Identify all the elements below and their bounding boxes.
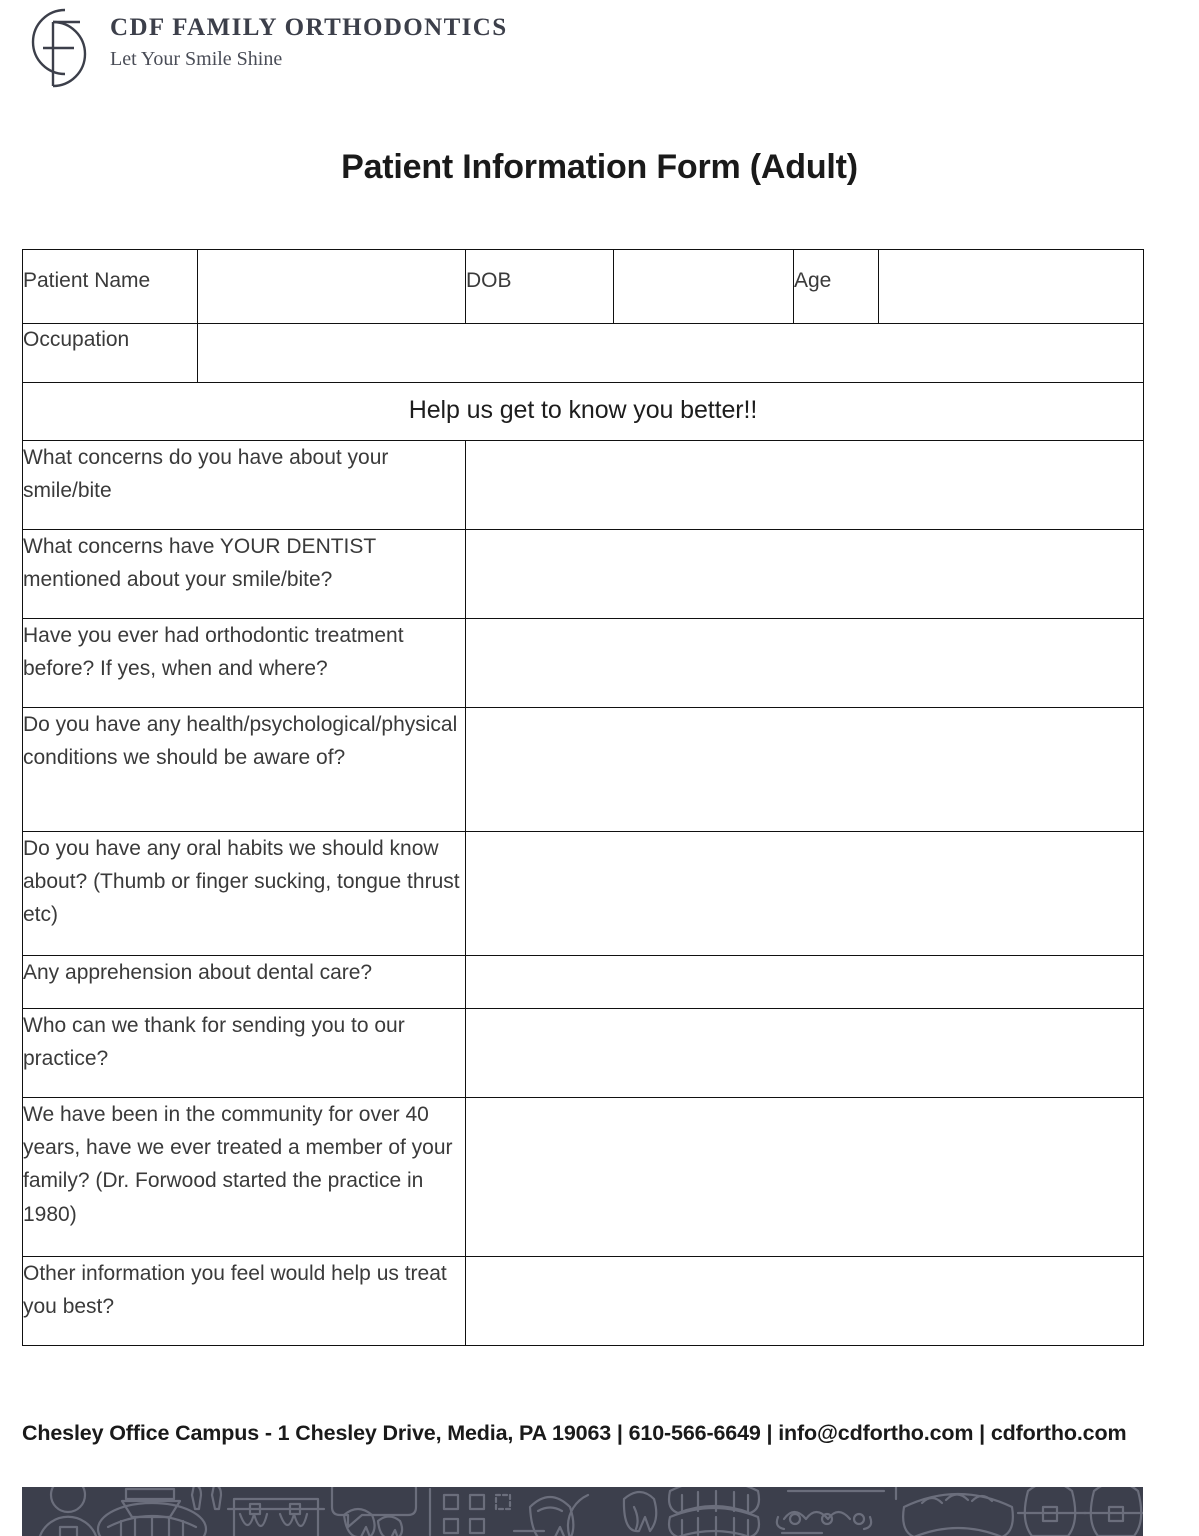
table-row [23,1098,1144,1257]
question-label-8: We have been in the community for over 40 years, have we ever treated a member of your family? (Dr. Forwood started the practice in 1980) [23,1098,466,1257]
table-row [23,832,1144,956]
age-field[interactable] [879,250,1144,324]
question-answer-9[interactable] [466,1257,1144,1346]
table-row-identity [23,250,1144,324]
patient-name-field[interactable] [198,250,466,324]
question-label-5: Do you have any oral habits we should know about? (Thumb or finger sucking, tongue thrust etc) [23,832,466,956]
question-label-3: Have you ever had orthodontic treatment before? If yes, when and where? [23,619,466,708]
patient-information-table [22,249,1144,1346]
page-title: Patient Information Form (Adult) [341,148,858,186]
dob-label: DOB [466,250,614,324]
occupation-field[interactable] [198,324,1144,383]
question-label-4: Do you have any health/psychological/physical conditions we should be aware of? [23,708,466,832]
question-answer-7[interactable] [466,1009,1144,1098]
question-label-6: Any apprehension about dental care? [23,956,466,1009]
question-label-2: What concerns have YOUR DENTIST mentioned about your smile/bite? [23,530,466,619]
patient-name-label: Patient Name [23,250,198,324]
table-row [23,1009,1144,1098]
question-label-1: What concerns do you have about your smile/bite [23,441,466,530]
table-row [23,708,1144,832]
section-banner-text: Help us get to know you better!! [23,383,1144,441]
brand-tagline: Let Your Smile Shine [110,47,283,70]
question-answer-4[interactable] [466,708,1144,832]
age-label: Age [794,250,879,324]
dental-icon-pattern-banner-icon [22,1487,1143,1536]
table-row [23,619,1144,708]
table-row-section-banner [23,383,1144,441]
brand-header [22,6,508,90]
question-answer-6[interactable] [466,956,1144,1009]
brand-name: CDF FAMILY ORTHODONTICS [110,14,508,41]
cdf-monogram-logo-icon [22,6,96,90]
table-row [23,1257,1144,1346]
question-answer-5[interactable] [466,832,1144,956]
question-answer-8[interactable] [466,1098,1144,1257]
question-answer-2[interactable] [466,530,1144,619]
question-label-7: Who can we thank for sending you to our practice? [23,1009,466,1098]
dob-field[interactable] [614,250,794,324]
footer-contact-line: Chesley Office Campus - 1 Chesley Drive, Media, PA 19063 | 610-566-6649 | info@cdfortho.com | cdfortho.com [22,1421,1127,1445]
table-row [23,441,1144,530]
question-answer-3[interactable] [466,619,1144,708]
brand-text-block [110,6,508,72]
table-row [23,530,1144,619]
question-answer-1[interactable] [466,441,1144,530]
occupation-label: Occupation [23,324,198,383]
table-row [23,956,1144,1009]
table-row-occupation [23,324,1144,383]
question-label-9: Other information you feel would help us treat you best? [23,1257,466,1346]
